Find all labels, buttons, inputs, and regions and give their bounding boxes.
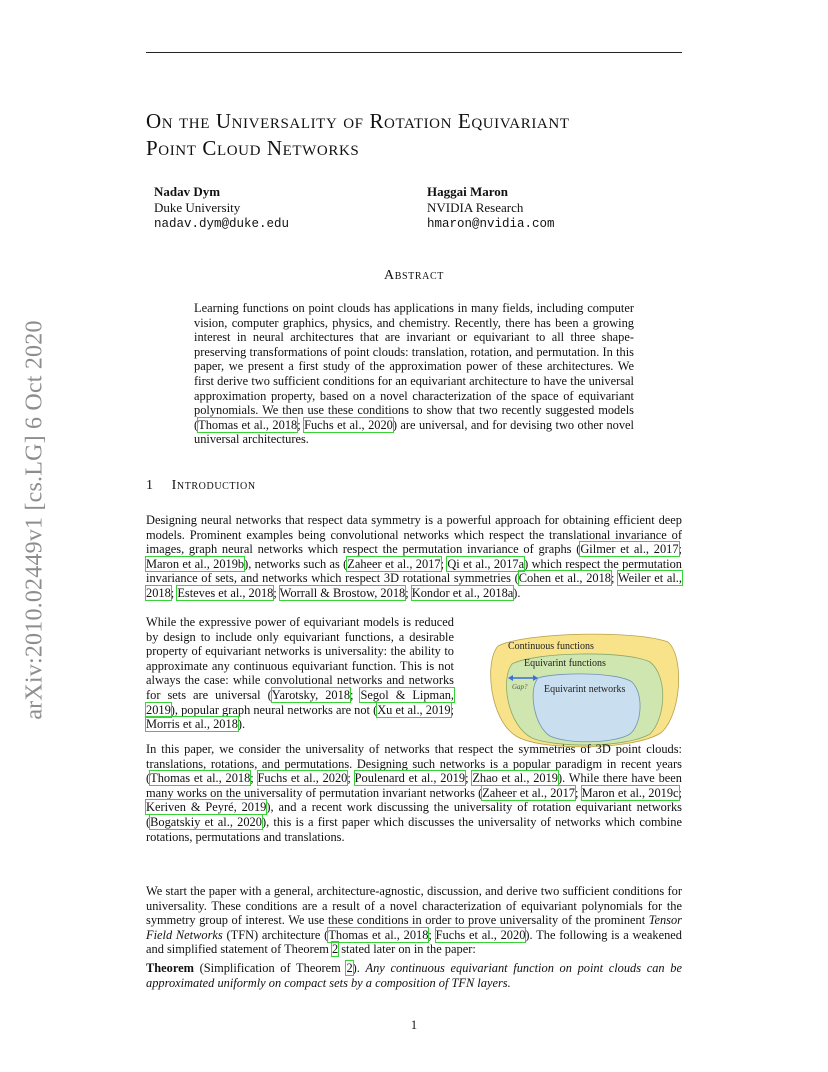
citation-link[interactable]: Zaheer et al., 2017 — [482, 785, 575, 800]
citation-link[interactable]: Maron et al., 2019b — [146, 556, 245, 571]
theorem-body: Any continuous equivariant function on point clouds can be approximated uniformly on compact sets by a composition of TFN layers. — [146, 961, 682, 990]
citation-link[interactable]: Zhao et al., 2019 — [472, 771, 558, 786]
citation-link[interactable]: Kondor et al., 2018a — [411, 585, 514, 600]
page-number: 1 — [410, 1018, 418, 1032]
intro-paragraph-2: In this paper, we consider the universality of networks that respect the symmetries of 3D point clouds: translations, rotations, and permutations. Designing such networks is a popular paradigm in recent years (Thomas et al., 2018; Fuchs et al., 2020; Poulenard et al., 2019; Zhao et al., 2019). While there have been many works on the universality of permutation invariant networks (Zaheer et al., 2017; Maron et al., 2019c; Keriven & Peyré, 2019), and a recent work discussing the universality of rotation equivariant networks (Bogatskiy et al., 2020), this is a first paper which discusses the universality of networks which combine rotations, permutations and translations. — [146, 742, 683, 844]
citation-link[interactable]: Morris et al., 2018 — [146, 717, 238, 732]
author-email[interactable]: nadav.dym@duke.edu — [154, 217, 290, 231]
author-affiliation: Duke University — [154, 200, 241, 215]
theorem-statement: Theorem (Simplification of Theorem 2). Any continuous equivariant function on point clouds can be approximated uniformly on compact sets by a composition of TFN layers. — [146, 961, 682, 990]
abstract-body: Learning functions on point clouds has applications in many fields, including computer vision, computer graphics, physics, and chemistry. Recently, there has been a growing interest in neural architectures that are invariant or equivariant to all three shape-preserving transformations of point clouds: translation, rotation, and permutation. In this paper, we present a first study of the approximation power of these architectures. We first derive two sufficient conditions for an equivariant architecture to have the universal approximation property, based on a novel characterization of the space of equivariant polynomials. We then use these conditions to show that two recently suggested models (Thomas et al., 2018; Fuchs et al., 2020) are universal, and for devising two other novel universal architectures. — [194, 301, 634, 447]
citation-link[interactable]: Thomas et al., 2018 — [198, 417, 298, 432]
author-email[interactable]: hmaron@nvidia.com — [427, 217, 555, 231]
author-name: Haggai Maron — [427, 184, 509, 199]
title-line-1: On the Universality of Rotation Equivariant — [146, 109, 570, 133]
middle-region-label: Equivarint functions — [524, 658, 606, 669]
citation-link[interactable]: Worrall & Brostow, 2018 — [279, 585, 406, 600]
citation-link[interactable]: Bogatskiy et al., 2020 — [150, 814, 262, 829]
citation-link[interactable]: Maron et al., 2019c — [581, 785, 679, 800]
citation-link[interactable]: Thomas et al., 2018 — [150, 771, 251, 786]
citation-link[interactable]: Poulenard et al., 2019 — [354, 771, 466, 786]
author-block-2 — [427, 184, 555, 232]
intro-paragraph-wrap: While the expressive power of equivariant models is reduced by design to include only equivariant functions, a desirable property of equivariant networks is universality: the ability to approximate any continuous equivariant function. This is not always the case: while convolutional networks and networks for sets are universal (Yarotsky, 2018; Segol & Lipman, 2019), popular graph neural networks are not (Xu et al., 2019; Morris et al., 2018). — [146, 615, 454, 732]
intro-paragraph-3: We start the paper with a general, architecture-agnostic, discussion, and derive two sufficient conditions for universality. These conditions are a result of a novel characterization of equivariant polynomials for the symmetry group of interest. We use these conditions in order to prove universality of the prominent Tensor Field Networks (TFN) architecture (Thomas et al., 2018; Fuchs et al., 2020). The following is a weakened and simplified statement of Theorem 2 stated later on in the paper: — [146, 884, 682, 957]
citation-link[interactable]: Esteves et al., 2018 — [177, 585, 274, 600]
gap-label: Gap? — [512, 683, 528, 691]
abstract-text: Learning functions on point clouds has applications in many fields, including computer vision, computer graphics, physics, and chemistry. Recently, there has been a growing interest in neural architectures that are invariant or equivariant to all three shape-preserving transformations of point clouds: translation, rotation, and permutation. In this paper, we present a first study of the approximation power of these architectures. We first derive two sufficient conditions for an equivariant architecture to have the universal approximation property, based on a novel characterization of the space of equivariant polynomials. We then use these conditions to show that two recently suggested models ( — [194, 301, 634, 432]
title-line-2: Point Cloud Networks — [146, 136, 360, 160]
citation-link[interactable]: Zaheer et al., 2017 — [347, 556, 441, 571]
function-space-diagram — [486, 628, 684, 750]
author-affiliation: NVIDIA Research — [427, 200, 524, 215]
citation-link[interactable]: Weiler et al., 2018 — [146, 571, 682, 600]
citation-link[interactable]: Fuchs et al., 2020 — [435, 927, 526, 942]
citation-link[interactable]: Segol & Lipman, 2019 — [146, 687, 454, 717]
section-title: Introduction — [171, 478, 256, 493]
section-heading — [146, 478, 256, 494]
citation-link[interactable]: Cohen et al., 2018 — [518, 571, 611, 586]
inner-region-label: Equivarint networks — [544, 684, 626, 695]
author-block-1 — [154, 184, 289, 232]
theorem-ref-link[interactable]: 2 — [346, 961, 353, 975]
section-number: 1 — [146, 478, 154, 493]
outer-region-label: Continuous functions — [508, 641, 594, 652]
citation-link[interactable]: Fuchs et al., 2020 — [304, 417, 393, 432]
citation-link[interactable]: Xu et al., 2019 — [377, 702, 451, 717]
citation-link[interactable]: Fuchs et al., 2020 — [257, 771, 348, 786]
abstract-text-end: ) are universal, and for devising two other novel universal architectures. — [194, 417, 634, 447]
theorem-label: Theorem — [146, 961, 194, 975]
theorem-ref-link[interactable]: 2 — [331, 942, 339, 957]
top-rule — [146, 52, 682, 53]
citation-link[interactable]: Thomas et al., 2018 — [328, 927, 429, 942]
author-name: Nadav Dym — [154, 184, 221, 199]
emphasis-text: Tensor Field Networks — [146, 913, 682, 942]
citation-link[interactable]: Yarotsky, 2018 — [271, 687, 351, 702]
citation-link[interactable]: Gilmer et al., 2017 — [580, 542, 679, 557]
paper-title — [146, 108, 706, 162]
intro-paragraph-1: Designing neural networks that respect data symmetry is a powerful approach for obtaining efficient deep models. Prominent examples being convolutional networks which respect the translational invariance of images, graph neural networks which respect the permutation invariance of graphs (Gilmer et al., 2017; Maron et al., 2019b), networks such as (Zaheer et al., 2017; Qi et al., 2017a) which respect the permutation invariance of sets, and networks which respect 3D rotational symmetries (Cohen et al., 2018; Weiler et al., 2018; Esteves et al., 2018; Worrall & Brostow, 2018; Kondor et al., 2018a). — [146, 513, 683, 600]
abstract-heading: Abstract — [384, 268, 444, 283]
citation-link[interactable]: Keriven & Peyré, 2019 — [146, 800, 267, 815]
citation-link[interactable]: Qi et al., 2017a — [447, 556, 525, 571]
arxiv-stamp: arXiv:2010.02449v1 [cs.LG] 6 Oct 2020 — [21, 320, 48, 720]
